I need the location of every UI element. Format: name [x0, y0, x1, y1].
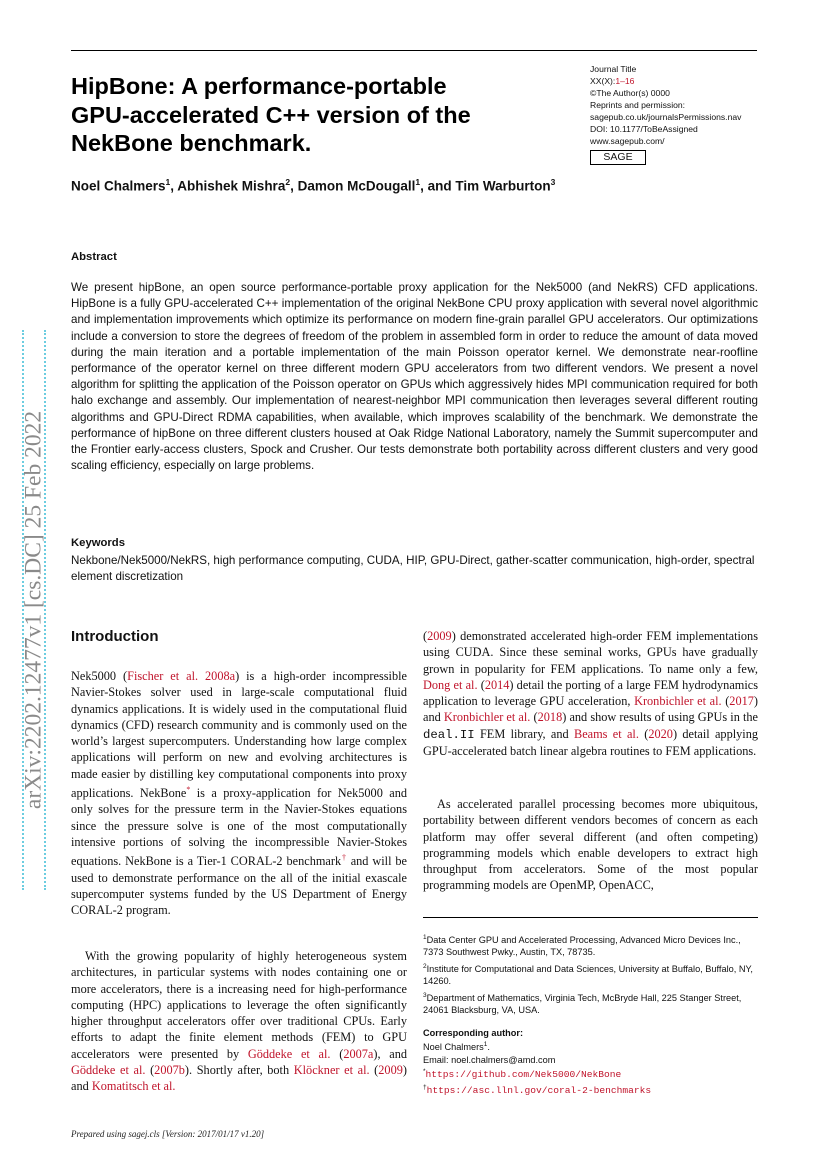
text-run: (	[145, 1063, 155, 1078]
journal-info-line: Journal Title	[590, 64, 637, 74]
text-run: (	[369, 1063, 379, 1078]
text-run: As accelerated parallel processing becomes more ubiquitous, portability between different vendors becomes of concern as each platform may offer several different (and often competing) programming models which enable developers to extract high throughput from accelerators. Some of the most popular programming models are OpenMP, OpenACC,	[423, 797, 758, 893]
keywords-text: Nekbone/Nek5000/NekRS, high performance computing, CUDA, HIP, GPU-Direct, gather-scatter communication, high-order, spectral element discretization	[71, 554, 755, 584]
citation-link[interactable]: Dong et al.	[423, 677, 478, 692]
sage-logo: SAGE	[590, 150, 646, 165]
journal-info-line: DOI: 10.1177/ToBeAssigned	[590, 124, 698, 134]
citation-link[interactable]: 2007b	[154, 1063, 185, 1078]
text-run: (	[423, 629, 428, 643]
citation-link[interactable]: 2020	[648, 726, 673, 741]
text-run: ) detail the porting of a large FEM hydrodynamics application to leverage GPU acceleration,	[423, 677, 758, 709]
intro-paragraph-3	[423, 628, 758, 759]
citation-link[interactable]: Komatitsch et al.	[91, 1079, 176, 1094]
text-run: ) and	[423, 694, 758, 725]
journal-info	[590, 63, 770, 147]
citation-link[interactable]: 2017	[729, 694, 754, 709]
text-run: (	[330, 1046, 344, 1061]
text-run: ) demonstrated accelerated high-order FEM implementations using CUDA. Since these seminal works, GPUs have gradually grown in popularity for FEM applications. To name only a few,	[423, 629, 758, 676]
journal-info-line: ©The Author(s) 0000	[590, 88, 670, 98]
arxiv-identifier: arXiv:2202.12477v1 [cs.DC] 25 Feb 2022	[20, 410, 47, 810]
intro-paragraph-4	[423, 796, 758, 894]
citation-link[interactable]: 2007a	[343, 1046, 374, 1061]
keywords-heading: Keywords	[71, 537, 125, 549]
abstract-text: We present hipBone, an open source performance-portable proxy application for the Nek5000 (and NekRS) CFD applications. HipBone is a fully GPU-accelerated C++ implementation of the original NekBone CPU proxy application with several novel algorithmic and implementation improvements which optimize its performance on modern fine-grain parallel GPU accelerators. Our optimizations include a conversion to store the degrees of freedom of the problem in assembled form in order to reduce the amount of data moved during the main iteration and a portable implementation of the main Poisson operator kernel. We demonstrate near-roofline performance of the operator kernel on three different modern GPU accelerators from two different vendors. We present a novel algorithm for splitting the application of the Poisson operator on GPUs which aggressively hides MPI communication required for both halo exchange and assembly. Our implementation of nearest-neighbor MPI communication then leverages several different routing algorithms and GPU-Direct RDMA capabilities, when available, which improves scalability of the benchmark. We demonstrate the performance of hipBone on three different clusters housed at Oak Ridge National Laboratory, namely the Summit supercomputer and the Frontier early-access clusters, Spock and Crusher. Our tests demonstrate both portability across different clusters and very good scaling efficiency, especially on large problems.	[71, 281, 758, 473]
citation-link[interactable]: 2018	[537, 710, 563, 725]
footnote-url[interactable]: *https://github.com/Nek5000/NekBone	[423, 1068, 622, 1081]
journal-info-line: Reprints and permission:	[590, 100, 686, 110]
text-run: Nek5000 (	[71, 669, 128, 683]
text-run: (	[638, 726, 649, 741]
corresponding-heading: Corresponding author:	[423, 1028, 524, 1038]
footnote-rule	[423, 917, 758, 918]
affiliation-item: $^2$Institute for Computational and Data Sciences, University at Buffalo, Buffalo, NY, 14260.	[423, 962, 753, 987]
text-run: ) and	[71, 1063, 407, 1094]
citation-link[interactable]: Göddeke et al.	[71, 1063, 146, 1078]
affiliation-item: $^3$Department of Mathematics, Virginia Tech, McBryde Hall, 225 Stanger Street, 24061 Blacksburg, VA, USA.	[423, 991, 742, 1016]
text-run: ) and show results of using GPUs in the	[562, 710, 759, 725]
text-run: (	[477, 677, 485, 692]
citation-link[interactable]: 2009	[378, 1063, 403, 1078]
journal-info-line: XX(X):1–16	[590, 76, 635, 86]
citation-link[interactable]: †	[341, 853, 347, 863]
arxiv-stamp	[20, 330, 48, 890]
author-affiliation-mark: 1	[415, 177, 421, 187]
code-text: deal.II	[423, 727, 475, 742]
author-affiliation-mark: 3	[550, 177, 556, 187]
corresponding-author	[423, 1027, 759, 1097]
introduction-heading: Introduction	[71, 628, 159, 645]
citation-link[interactable]: Klöckner et al.	[293, 1063, 370, 1078]
text-run: (	[721, 694, 730, 709]
author-list: Noel Chalmers$^1$, Abhishek Mishra$^2$, Damon McDougall$^1$, and Tim Warburton$^3$	[71, 177, 556, 194]
corresponding-email: Email: noel.chalmers@amd.com	[423, 1054, 556, 1065]
text-run: With the growing popularity of highly heterogeneous system architectures, in particular systems with nodes containing one or more accelerators, there is a increasing need for high-performance computing (HPC) applications to leverage the often significantly higher throughput accelerators offer over traditional CPUs. Early efforts to adapt the finite element methods (FEM) to GPU accelerators were presented by	[71, 949, 407, 1061]
citation-link[interactable]: *	[186, 785, 191, 795]
text-run: and will be used to demonstrate performance on the all of the initial exascale supercomputer systems funded by the US Department of Energy CORAL-2 program.	[71, 854, 408, 918]
journal-info-line: www.sagepub.com/	[590, 136, 665, 146]
citation-link[interactable]: Kronbichler et al.	[443, 710, 531, 725]
text-run: ). Shortly after, both	[184, 1063, 294, 1078]
author-name: Damon McDougall	[297, 178, 416, 194]
affiliation-item: $^1$Data Center GPU and Accelerated Processing, Advanced Micro Devices Inc., 7373 Southwest Pwky., Austin, TX, 78735.	[423, 934, 741, 958]
page-footer: Prepared using sagej.cls [Version: 2017/01/17 v1.20]	[71, 1129, 265, 1139]
author-name: Noel Chalmers	[71, 178, 166, 194]
text-run: ) is a high-order incompressible Navier-Stokes solver used in large-scale computational fluid dynamics applications. It is widely used in the computational fluid dynamics (CFD) research community and is commonly used on the world’s largest supercomputers. Understanding how large complex applications will perform on new and evolving architectures is made easier by distilling key computational components into proxy applications. NekBone	[71, 669, 407, 801]
affiliations	[423, 932, 759, 1019]
citation-link[interactable]: Kronbichler et al.	[634, 694, 722, 709]
citation-link[interactable]: Göddeke et al.	[247, 1046, 331, 1061]
intro-paragraph-2	[71, 948, 407, 1095]
paper-title: HipBone: A performance-portable GPU-accelerated C++ version of the NekBone benchmark.	[71, 73, 471, 156]
citation-link[interactable]: Fischer et al. 2008a	[127, 669, 236, 683]
text-run: (	[530, 710, 538, 725]
intro-paragraph-1	[71, 668, 407, 919]
journal-info-line: sagepub.co.uk/journalsPermissions.nav	[590, 112, 742, 122]
author-name: Tim Warburton	[455, 178, 551, 194]
abstract-heading: Abstract	[71, 251, 117, 263]
text-run: is a proxy-application for Nek5000 and only solves for the pressure term in the Navier-Stokes equations since the pressure solve is one of the most computationally intensive portions of solving the incompressible Navier-Stokes equations. NekBone is a Tier-1 CORAL-2 benchmark	[71, 786, 407, 869]
footnote-url[interactable]: †https://asc.llnl.gov/coral-2-benchmarks	[423, 1083, 652, 1096]
text-run: ) detail applying GPU-accelerated batch linear algebra routines to FEM applications.	[423, 726, 759, 759]
top-rule	[71, 50, 757, 51]
text-run: FEM library, and	[474, 726, 574, 741]
author-name: Abhishek Mishra	[177, 178, 286, 194]
author-affiliation-mark: 2	[285, 177, 291, 187]
citation-link[interactable]: Beams et al.	[574, 726, 639, 741]
page-range: 1–16	[615, 76, 635, 86]
citation-link[interactable]: 2009	[427, 629, 452, 643]
text-run: ), and	[373, 1046, 408, 1061]
author-affiliation-mark: 1	[165, 177, 171, 187]
citation-link[interactable]: 2014	[484, 677, 510, 692]
footnote-links	[423, 1066, 759, 1097]
corresponding-name: Noel Chalmers$^1$.	[423, 1041, 490, 1053]
